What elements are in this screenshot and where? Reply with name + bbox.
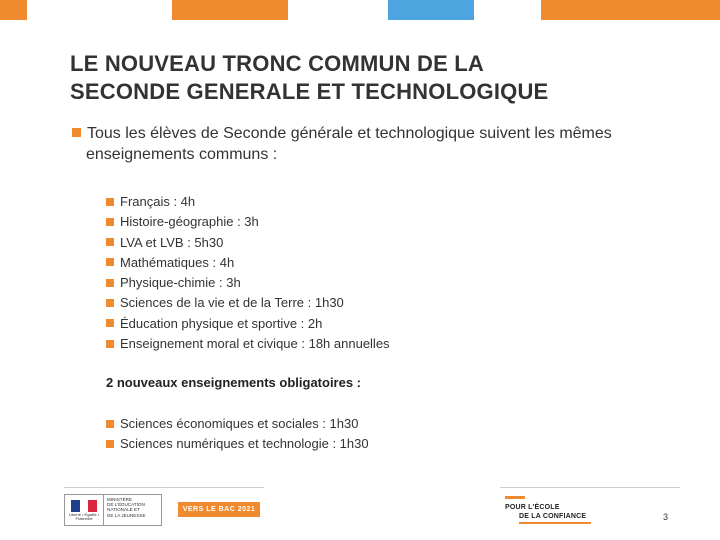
slide-title xyxy=(70,50,690,106)
ministry-logo xyxy=(64,494,162,526)
common-subjects-list xyxy=(106,192,390,354)
square-bullet-icon xyxy=(106,420,114,428)
flag-caption: Liberté • Égalité • Fraternité xyxy=(68,511,100,521)
square-bullet-icon xyxy=(106,440,114,448)
republic-flag-icon xyxy=(64,494,104,526)
confiance-line-1: POUR L'ÉCOLE xyxy=(505,504,560,511)
square-bullet-icon xyxy=(106,198,114,206)
page-number: 3 xyxy=(663,512,669,522)
footer-divider-left xyxy=(64,487,264,488)
top-bar-segment-orange-left xyxy=(0,0,27,20)
bac-2021-badge: VERS LE BAC 2021 xyxy=(178,502,260,517)
square-bullet-icon xyxy=(106,238,114,246)
square-bullet-icon xyxy=(106,299,114,307)
square-bullet-icon xyxy=(106,279,114,287)
confiance-underline xyxy=(519,522,591,524)
intro-line-1: Tous les élèves de Seconde générale et technologique suivent les mêmes xyxy=(87,125,612,142)
list-item: Mathématiques : 4h xyxy=(106,253,390,273)
new-subjects-heading: 2 nouveaux enseignements obligatoires : xyxy=(106,375,362,390)
square-bullet-icon xyxy=(106,218,114,226)
ministry-name: MINISTÈRE DE L'ÉDUCATION NATIONALE ET DE LA JEUNESSE xyxy=(104,494,162,526)
top-bar-segment-orange-mid xyxy=(172,0,288,20)
slide-title-line-2: SECONDE GENERALE ET TECHNOLOGIQUE xyxy=(70,79,549,104)
ecole-confiance-logo xyxy=(505,496,591,526)
list-item: Physique-chimie : 3h xyxy=(106,273,390,293)
list-item: LVA et LVB : 5h30 xyxy=(106,233,390,253)
confiance-line-2: DE LA CONFIANCE xyxy=(519,513,587,520)
confiance-mark-icon xyxy=(505,496,525,499)
footer-divider-right xyxy=(500,487,680,488)
top-bar-segment-orange-right xyxy=(541,0,720,20)
intro-paragraph xyxy=(72,123,702,165)
top-bar-segment-blue xyxy=(388,0,474,20)
new-subjects-list xyxy=(106,414,369,455)
list-item: Français : 4h xyxy=(106,192,390,212)
square-bullet-icon xyxy=(106,258,114,266)
list-item: Sciences économiques et sociales : 1h30 xyxy=(106,414,369,434)
list-item: Sciences numériques et technologie : 1h30 xyxy=(106,434,369,454)
list-item: Sciences de la vie et de la Terre : 1h30 xyxy=(106,293,390,313)
square-bullet-icon xyxy=(72,128,81,137)
square-bullet-icon xyxy=(106,340,114,348)
list-item: Enseignement moral et civique : 18h annuelles xyxy=(106,334,390,354)
slide-title-line-1: LE NOUVEAU TRONC COMMUN DE LA xyxy=(70,51,485,76)
list-item: Histoire-géographie : 3h xyxy=(106,212,390,232)
list-item: Éducation physique et sportive : 2h xyxy=(106,314,390,334)
intro-line-2: enseignements communs : xyxy=(86,146,278,163)
square-bullet-icon xyxy=(106,319,114,327)
